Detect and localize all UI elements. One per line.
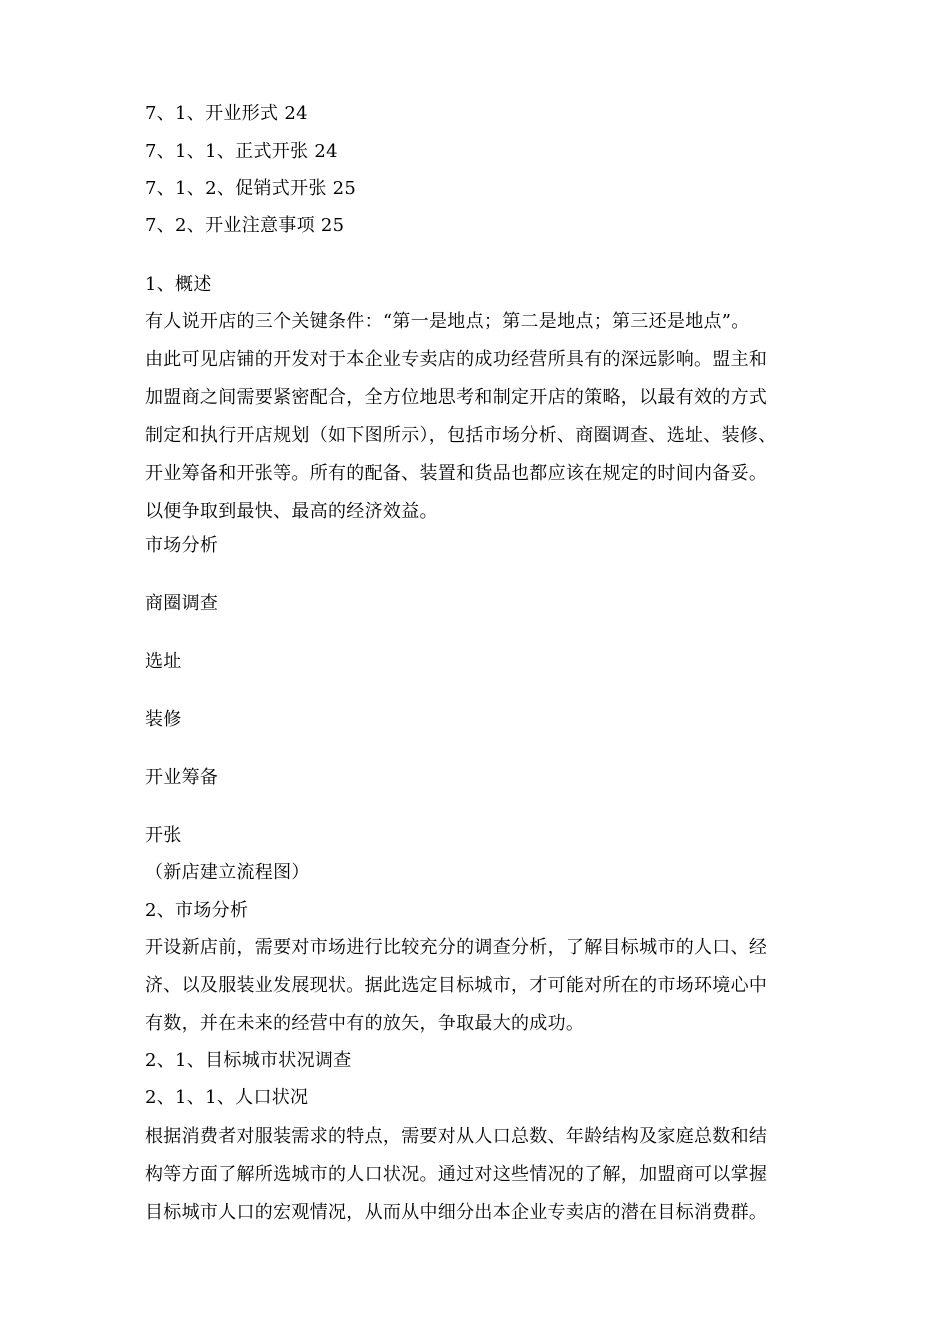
flow-step: 装修	[145, 709, 182, 730]
flow-step: 开业筹备	[145, 767, 219, 788]
section-heading: 1、概述	[145, 274, 212, 295]
market-analysis-paragraph	[145, 929, 805, 1043]
overview-paragraph	[145, 303, 805, 531]
toc-item: 7、1、1、正式开张 24	[145, 141, 338, 162]
paragraph-line: 构等方面了解所选城市的人口状况。通过对这些情况的了解，加盟商可以掌握	[145, 1164, 768, 1185]
paragraph-line: 开设新店前，需要对市场进行比较充分的调查分析，了解目标城市的人口、经	[145, 937, 768, 958]
paragraph-line: 目标城市人口的宏观情况，从而从中细分出本企业专卖店的潜在目标消费群。	[145, 1202, 768, 1223]
paragraph-line: 由此可见店铺的开发对于本企业专卖店的成功经营所具有的深远影响。盟主和	[145, 349, 768, 370]
paragraph-line: 加盟商之间需要紧密配合，全方位地思考和制定开店的策略，以最有效的方式	[145, 387, 768, 408]
section-heading: 2、市场分析	[145, 900, 249, 921]
flow-step: 选址	[145, 651, 182, 672]
flow-step: 开张	[145, 825, 182, 846]
paragraph-line: 制定和执行开店规划（如下图所示），包括市场分析、商圈调查、选址、装修、	[145, 425, 777, 446]
subsubsection-heading: 2、1、1、人口状况	[145, 1087, 309, 1108]
paragraph-line: 有人说开店的三个关键条件：“第一是地点；第二是地点；第三还是地点”。	[145, 311, 750, 332]
paragraph-line: 根据消费者对服装需求的特点，需要对从人口总数、年龄结构及家庭总数和结	[145, 1126, 768, 1147]
toc-item: 7、2、开业注意事项 25	[145, 215, 345, 236]
paragraph-line: 开业筹备和开张等。所有的配备、装置和货品也都应该在规定的时间内备妥。	[145, 463, 768, 484]
population-paragraph	[145, 1118, 805, 1232]
toc-item: 7、1、2、促销式开张 25	[145, 178, 357, 199]
flow-step: 市场分析	[145, 535, 219, 556]
flow-step: 商圈调查	[145, 593, 219, 614]
paragraph-line: 有数，并在未来的经营中有的放矢，争取最大的成功。	[145, 1013, 585, 1034]
toc-item: 7、1、开业形式 24	[145, 103, 308, 124]
paragraph-line: 济、以及服装业发展现状。据此选定目标城市，才可能对所在的市场环境心中	[145, 975, 768, 996]
flow-caption: （新店建立流程图）	[145, 862, 310, 883]
paragraph-line: 以便争取到最快、最高的经济效益。	[145, 501, 438, 522]
subsection-heading: 2、1、目标城市状况调查	[145, 1050, 352, 1071]
